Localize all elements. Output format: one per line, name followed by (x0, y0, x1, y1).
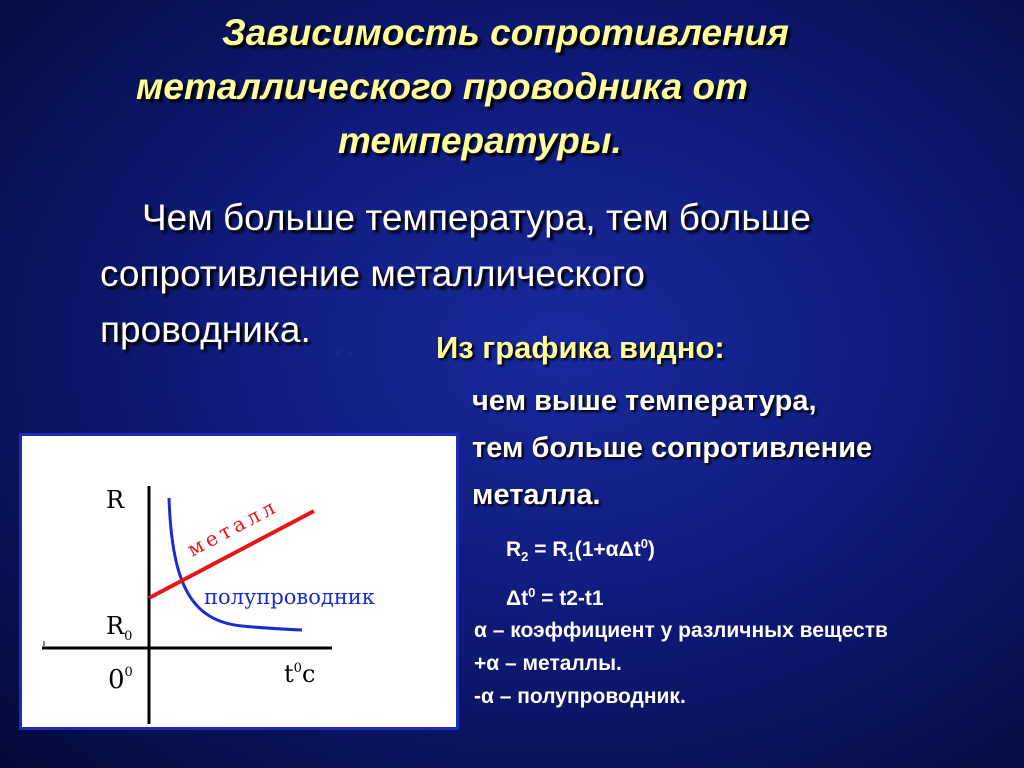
x-axis-label: $t^0c$ (284, 660, 316, 688)
conclusion-line-2: тем больше сопротивление (472, 432, 873, 464)
r0-label: $R_0$ (106, 612, 133, 644)
lead-line-3: проводника. (100, 309, 311, 350)
from-graph-heading: Из графика видно: (436, 330, 725, 365)
conclusion-line-1: чем выше температура, (472, 385, 817, 417)
resistance-temperature-diagram (19, 433, 459, 730)
diagram-svg (22, 436, 456, 727)
lead-line-1: Чем больше температура, тем больше (142, 197, 811, 238)
title-line-2: металлического проводника от (136, 66, 748, 107)
note-alpha: α – коэффициент у различных веществ (474, 619, 888, 642)
title-line-1: Зависимость сопротивления (222, 12, 789, 53)
delta-t-formula: $\Delta t^0 = t2-t1$ (506, 585, 604, 611)
y-axis-label: R (106, 486, 125, 514)
conclusion-text (472, 378, 872, 519)
resistance-formula: $R_2 = R_1(1+\alpha\Delta t^0)$ (506, 536, 655, 565)
notes-block (474, 614, 888, 713)
faint-mark: t° -t (336, 347, 354, 359)
title-line-3: температуры. (338, 120, 622, 161)
note-minus-alpha: -α – полупроводник. (474, 685, 686, 708)
note-plus-alpha: +α – металлы. (474, 652, 622, 675)
metal-label: металл (183, 493, 283, 562)
conclusion-line-3: металла. (472, 479, 601, 511)
formula-block (506, 526, 655, 617)
semiconductor-label: полупроводник (204, 585, 375, 609)
origin-label: $0^0$ (108, 665, 133, 695)
lead-line-2: сопротивление металлического (100, 253, 645, 294)
